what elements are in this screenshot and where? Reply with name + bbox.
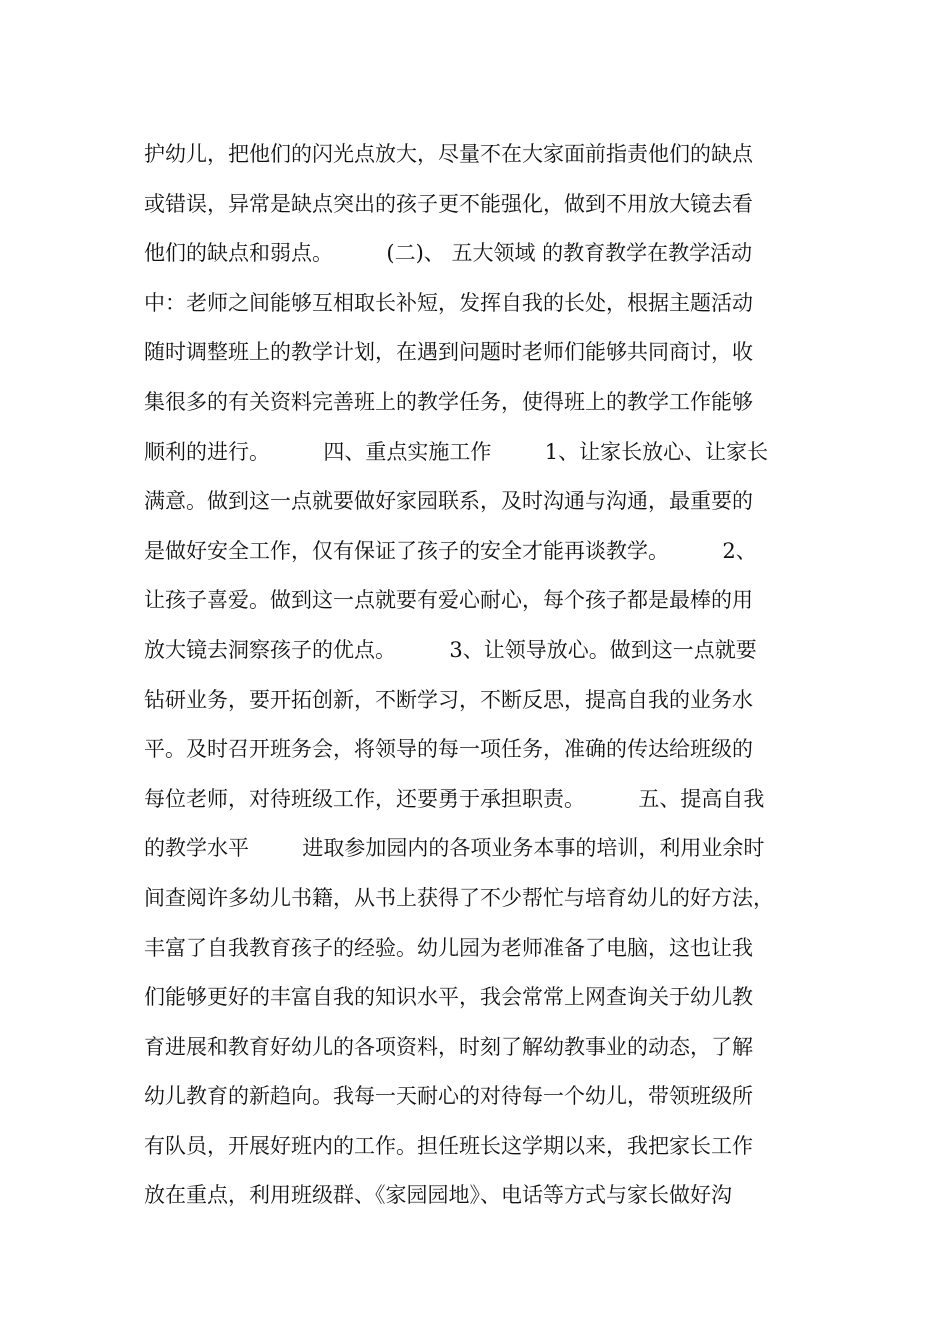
- body-text: [144, 130, 824, 1221]
- text-line: 幼儿教育的新趋向。我每一天耐心的对待每一个幼儿，带领班级所: [144, 1084, 753, 1109]
- text-line: 中：老师之间能够互相取长补短，发挥自我的长处，根据主题活动: [144, 290, 753, 315]
- text-line: 是做好安全工作，仅有保证了孩子的安全才能再谈教学。 2、: [144, 538, 757, 563]
- text-line: 护幼儿，把他们的闪光点放大，尽量不在大家面前指责他们的缺点: [144, 142, 753, 166]
- text-line: 平。及时召开班务会，将领导的每一项任务，准确的传达给班级的: [144, 737, 753, 762]
- text-line: 育进展和教育好幼儿的各项资料，时刻了解幼教事业的动态，了解: [144, 1034, 753, 1059]
- text-line: 有队员，开展好班内的工作。担任班长这学期以来，我把家长工作: [144, 1133, 753, 1158]
- text-line: 或错误，异常是缺点突出的孩子更不能强化，做到不用放大镜去看: [144, 191, 753, 216]
- text-line: 集很多的有关资料完善班上的教学任务，使得班上的教学工作能够: [144, 389, 753, 414]
- text-line: 每位老师，对待班级工作，还要勇于承担职责。 五、提高自我: [144, 786, 765, 811]
- text-line: 放在重点，利用班级群、《家园园地》、电话等方式与家长做好沟: [144, 1183, 732, 1208]
- text-line: 钻研业务，要开拓创新，不断学习，不断反思，提高自我的业务水: [144, 687, 753, 712]
- text-line: 随时调整班上的教学计划，在遇到问题时老师们能够共同商讨，收: [144, 340, 753, 365]
- text-line: 们能够更好的丰富自我的知识水平，我会常常上网查询关于幼儿教: [144, 985, 753, 1010]
- text-line: 满意。做到这一点就要做好家园联系，及时沟通与沟通，最重要的: [144, 489, 753, 514]
- text-line: 的教学水平 进取参加园内的各项业务本事的培训，利用业余时: [144, 836, 765, 861]
- text-line: 顺利的进行。 四、重点实施工作 1、让家长放心、让家长: [144, 439, 769, 464]
- text-line: 放大镜去洞察孩子的优点。 3、让领导放心。做到这一点就要: [144, 637, 757, 662]
- text-line: 丰富了自我教育孩子的经验。幼儿园为老师准备了电脑，这也让我: [144, 935, 753, 960]
- text-line: 让孩子喜爱。做到这一点就要有爱心耐心，每个孩子都是最棒的用: [144, 588, 753, 613]
- text-line: 间查阅许多幼儿书籍，从书上获得了不少帮忙与培育幼儿的好方法，: [144, 885, 774, 910]
- text-line: 他们的缺点和弱点。 (二)、 五大领域 的教育教学在教学活动: [144, 241, 753, 266]
